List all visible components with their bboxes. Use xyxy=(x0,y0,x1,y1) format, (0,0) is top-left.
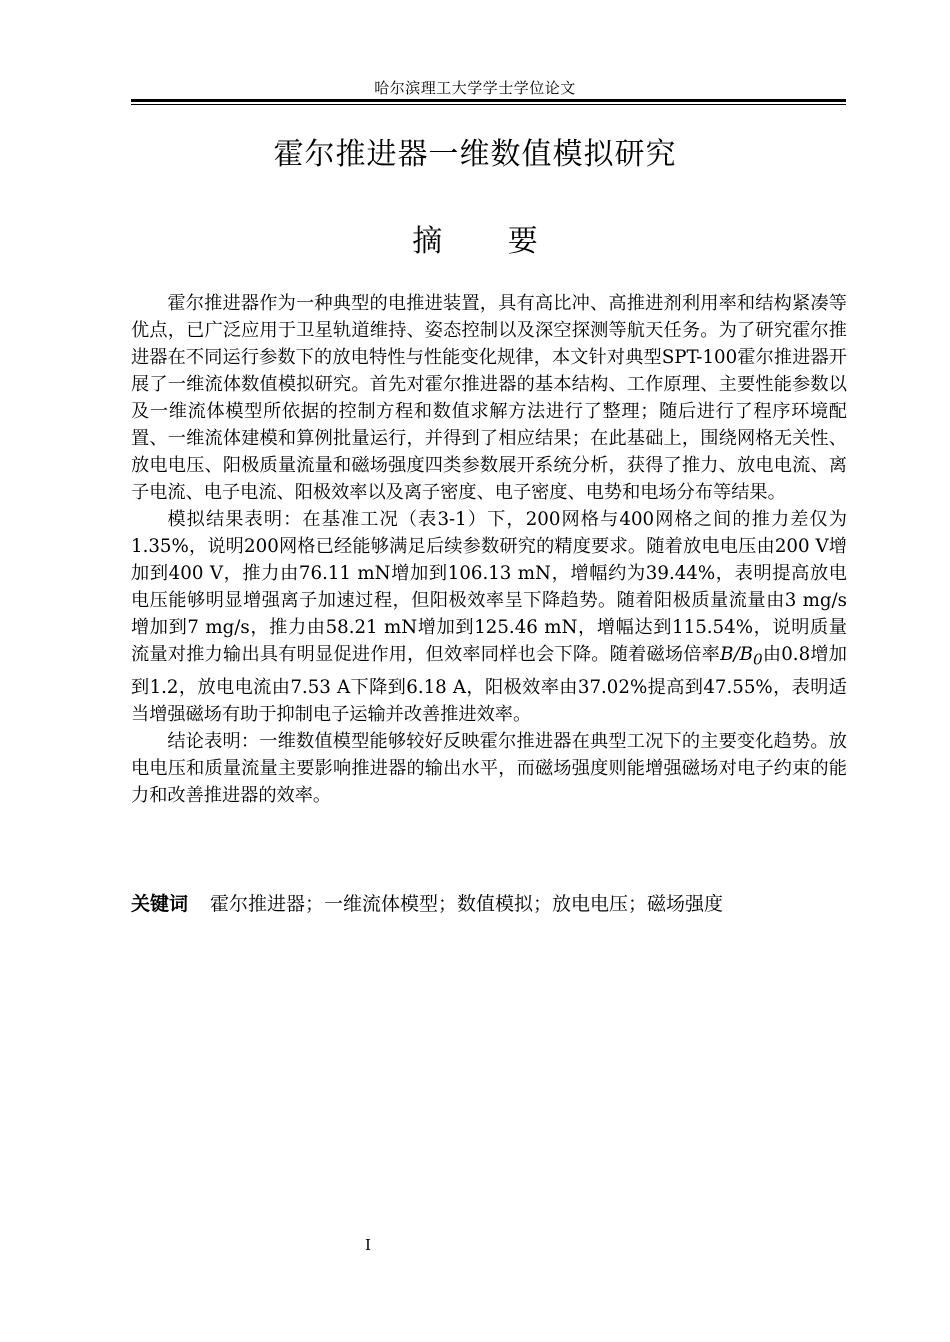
abstract-paragraph-1: 霍尔推进器作为一种典型的电推进装置，具有高比冲、高推进剂利用率和结构紧凑等优点，已广泛应用于卫星轨道维持、姿态控制以及深空探测等航天任务。为了研究霍尔推进器在不同运行参数下的放电特性与性能变化规律，本文针对典型SPT-100霍尔推进器开展了一维流体数值模拟研究。首先对霍尔推进器的基本结构、工作原理、主要性能参数以及一维流体模型所依据的控制方程和数值求解方法进行了整理；随后进行了程序环境配置、一维流体建模和算例批量运行，并得到了相应结果；在此基础上，围绕网格无关性、放电电压、阳极质量流量和磁场强度四类参数展开系统分析，获得了推力、放电电流、离子电流、电子电流、阳极效率以及离子密度、电子密度、电势和电场分布等结果。 xyxy=(131,293,847,503)
keywords-line xyxy=(131,890,847,918)
running-header: 哈尔滨理工大学学士学位论文 xyxy=(374,79,576,97)
paragraph-2-tail: 由0.8增加到1.2，放电电流由7.53 A下降到6.18 A，阳极效率由37.02%提高到47.55%，表明适当增强磁场有助于抑制电子运输并改善推进效率。 xyxy=(131,644,847,725)
abstract-body xyxy=(131,290,847,809)
formula-subscript: 0 xyxy=(752,650,763,669)
paragraph-2-text: 模拟结果表明：在基准工况（表3-1）下，200网格与400网格之间的推力差仅为1.35%，说明200网格已经能够满足后续参数研究的精度要求。随着放电电压由200 V增加到400 V，推力由76.11 mN增加到106.13 mN，增幅约为39.44%，表明提高放电电压能够明显增强离子加速过程，但阳极效率呈下降趋势。随着阳极质量流量由3 mg/s增加到7 mg/s，推力由58.21 mN增加到125.46 mN，增幅达到115.54%，说明质量流量对推力输出具有明显促进作用，但效率同样也会下降。随着磁场倍率 xyxy=(131,509,847,665)
formula-text: B/B xyxy=(720,644,753,665)
header-rule-thick xyxy=(131,99,846,102)
keywords-text: 霍尔推进器；一维流体模型；数值模拟；放电电压；磁场强度 xyxy=(210,893,724,915)
keywords-label: 关键词 xyxy=(131,893,189,915)
page-number: I xyxy=(365,1236,371,1254)
magnetic-ratio-formula xyxy=(720,644,763,669)
thesis-title: 霍尔推进器一维数值模拟研究 xyxy=(273,137,677,172)
abstract-heading: 摘 要 xyxy=(412,224,566,259)
header-rule-thin xyxy=(131,104,846,105)
abstract-paragraph-2 xyxy=(131,506,847,728)
abstract-paragraph-3: 结论表明：一维数值模型能够较好反映霍尔推进器在典型工况下的主要变化趋势。放电电压和质量流量主要影响推进器的输出水平，而磁场强度则能增强磁场对电子约束的能力和改善推进器的效率。 xyxy=(131,730,847,806)
